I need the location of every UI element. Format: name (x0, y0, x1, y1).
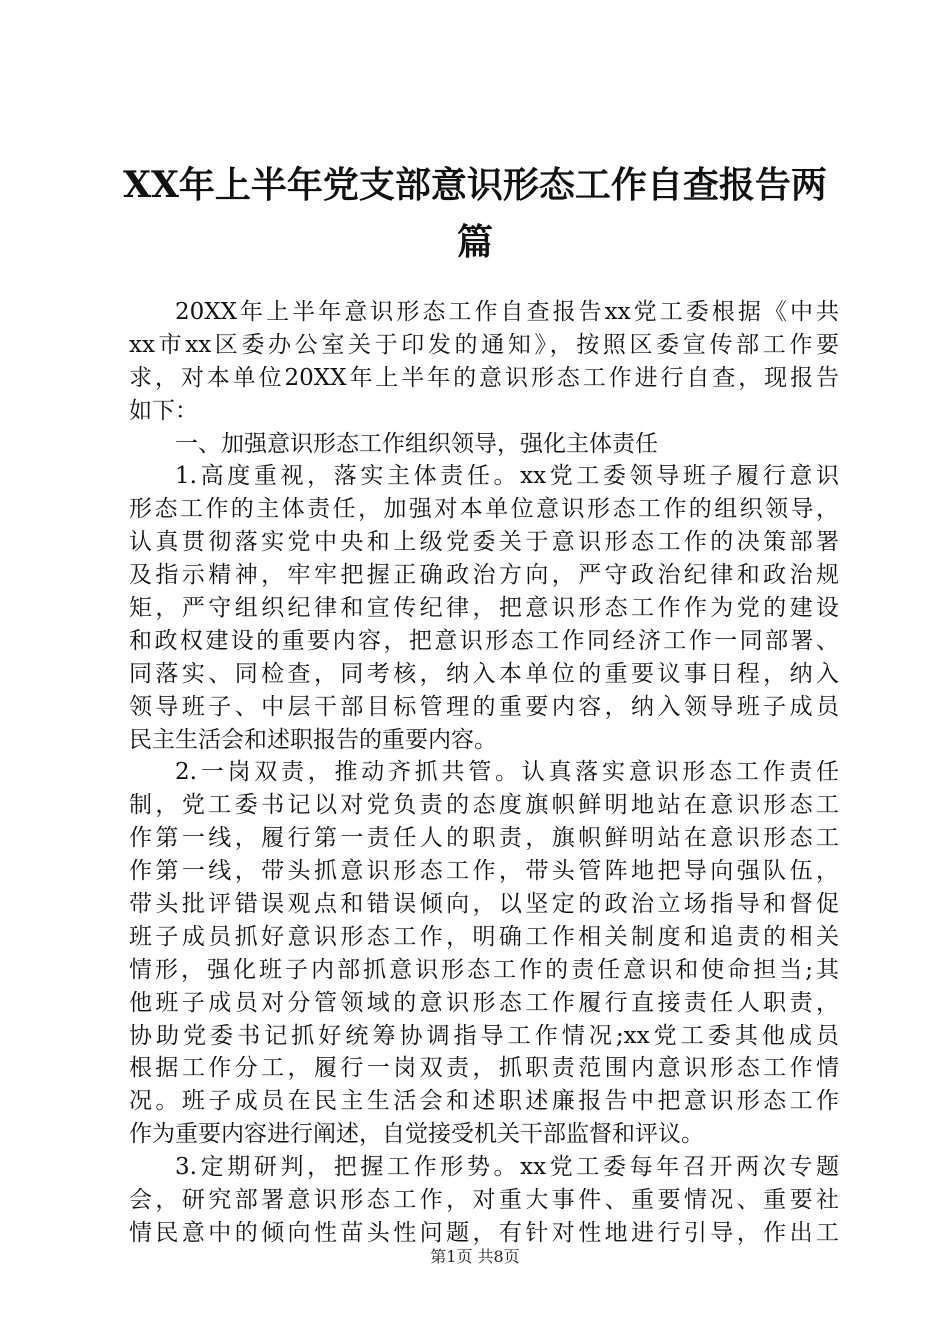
body-line: 情民意中的倾向性苗头性问题，有针对性地进行引导，作出工 (129, 1219, 839, 1246)
body-line: 20XX年上半年意识形态工作自查报告xx党工委根据《中共 (175, 299, 839, 325)
body-line: 形态工作的主体责任，加强对本单位意识形态工作的组织领导， (129, 496, 839, 523)
body-line: 1.高度重视，落实主体责任。xx党工委领导班子履行意识 (175, 463, 839, 490)
body-line: 如下： (129, 397, 198, 424)
body-line: 求，对本单位20XX年上半年的意识形态工作进行自查，现报告 (129, 364, 839, 391)
body-line: 同落实、同检查，同考核，纳入本单位的重要议事日程，纳入 (129, 660, 839, 687)
body-line: 制，党工委书记以对党负责的态度旗帜鲜明地站在意识形态工 (129, 792, 839, 819)
body-line: 领导班子、中层干部目标管理的重要内容，纳入领导班子成员 (129, 693, 839, 720)
document-title-line-1: XX年上半年党支部意识形态工作自查报告两 (123, 164, 827, 206)
section-heading: 一、加强意识形态工作组织领导，强化主体责任 (175, 430, 658, 457)
body-line: 会，研究部署意识形态工作，对重大事件、重要情况、重要社 (129, 1187, 839, 1214)
body-line: 认真贯彻落实党中央和上级党委关于意识形态工作的决策部署 (129, 529, 839, 556)
body-line: 民主生活会和述职报告的重要内容。 (129, 726, 497, 753)
document-body (129, 296, 839, 1250)
document-title-line-2: 篇 (456, 221, 493, 263)
body-line: 及指示精神，牢牢把握正确政治方向，严守政治纪律和政治规 (129, 562, 839, 589)
body-line: 3.定期研判，把握工作形势。xx党工委每年召开两次专题 (175, 1154, 839, 1181)
body-line: 班子成员抓好意识形态工作，明确工作相关制度和追责的相关 (129, 923, 839, 950)
body-line: 2.一岗双责，推动齐抓共管。认真落实意识形态工作责任 (175, 759, 839, 786)
body-line: 情形，强化班子内部抓意识形态工作的责任意识和使命担当;其 (129, 956, 839, 983)
body-line: 他班子成员对分管领域的意识形态工作履行直接责任人职责， (129, 989, 839, 1016)
body-line: 况。班子成员在民主生活会和述职述廉报告中把意识形态工作 (129, 1088, 839, 1115)
body-line: 作第一线，带头抓意识形态工作，带头管阵地把导向强队伍， (129, 858, 839, 885)
body-line: 和政权建设的重要内容，把意识形态工作同经济工作一同部署、 (129, 627, 839, 654)
page-number-footer: 第1页 共8页 (430, 1247, 520, 1266)
body-line: xx市xx区委办公室关于印发的通知》，按照区委宣传部工作要 (129, 331, 839, 358)
body-line: 根据工作分工，履行一岗双责，抓职责范围内意识形态工作情 (129, 1055, 839, 1082)
body-line: 作第一线，履行第一责任人的职责，旗帜鲜明站在意识形态工 (129, 825, 839, 852)
body-line: 协助党委书记抓好统筹协调指导工作情况;xx党工委其他成员 (129, 1022, 839, 1049)
body-line: 带头批评错误观点和错误倾向，以坚定的政治立场指导和督促 (129, 891, 839, 918)
body-line: 作为重要内容进行阐述，自觉接受机关干部监督和评议。 (129, 1121, 704, 1148)
body-line: 矩，严守组织纪律和宣传纪律，把意识形态工作作为党的建设 (129, 595, 839, 622)
